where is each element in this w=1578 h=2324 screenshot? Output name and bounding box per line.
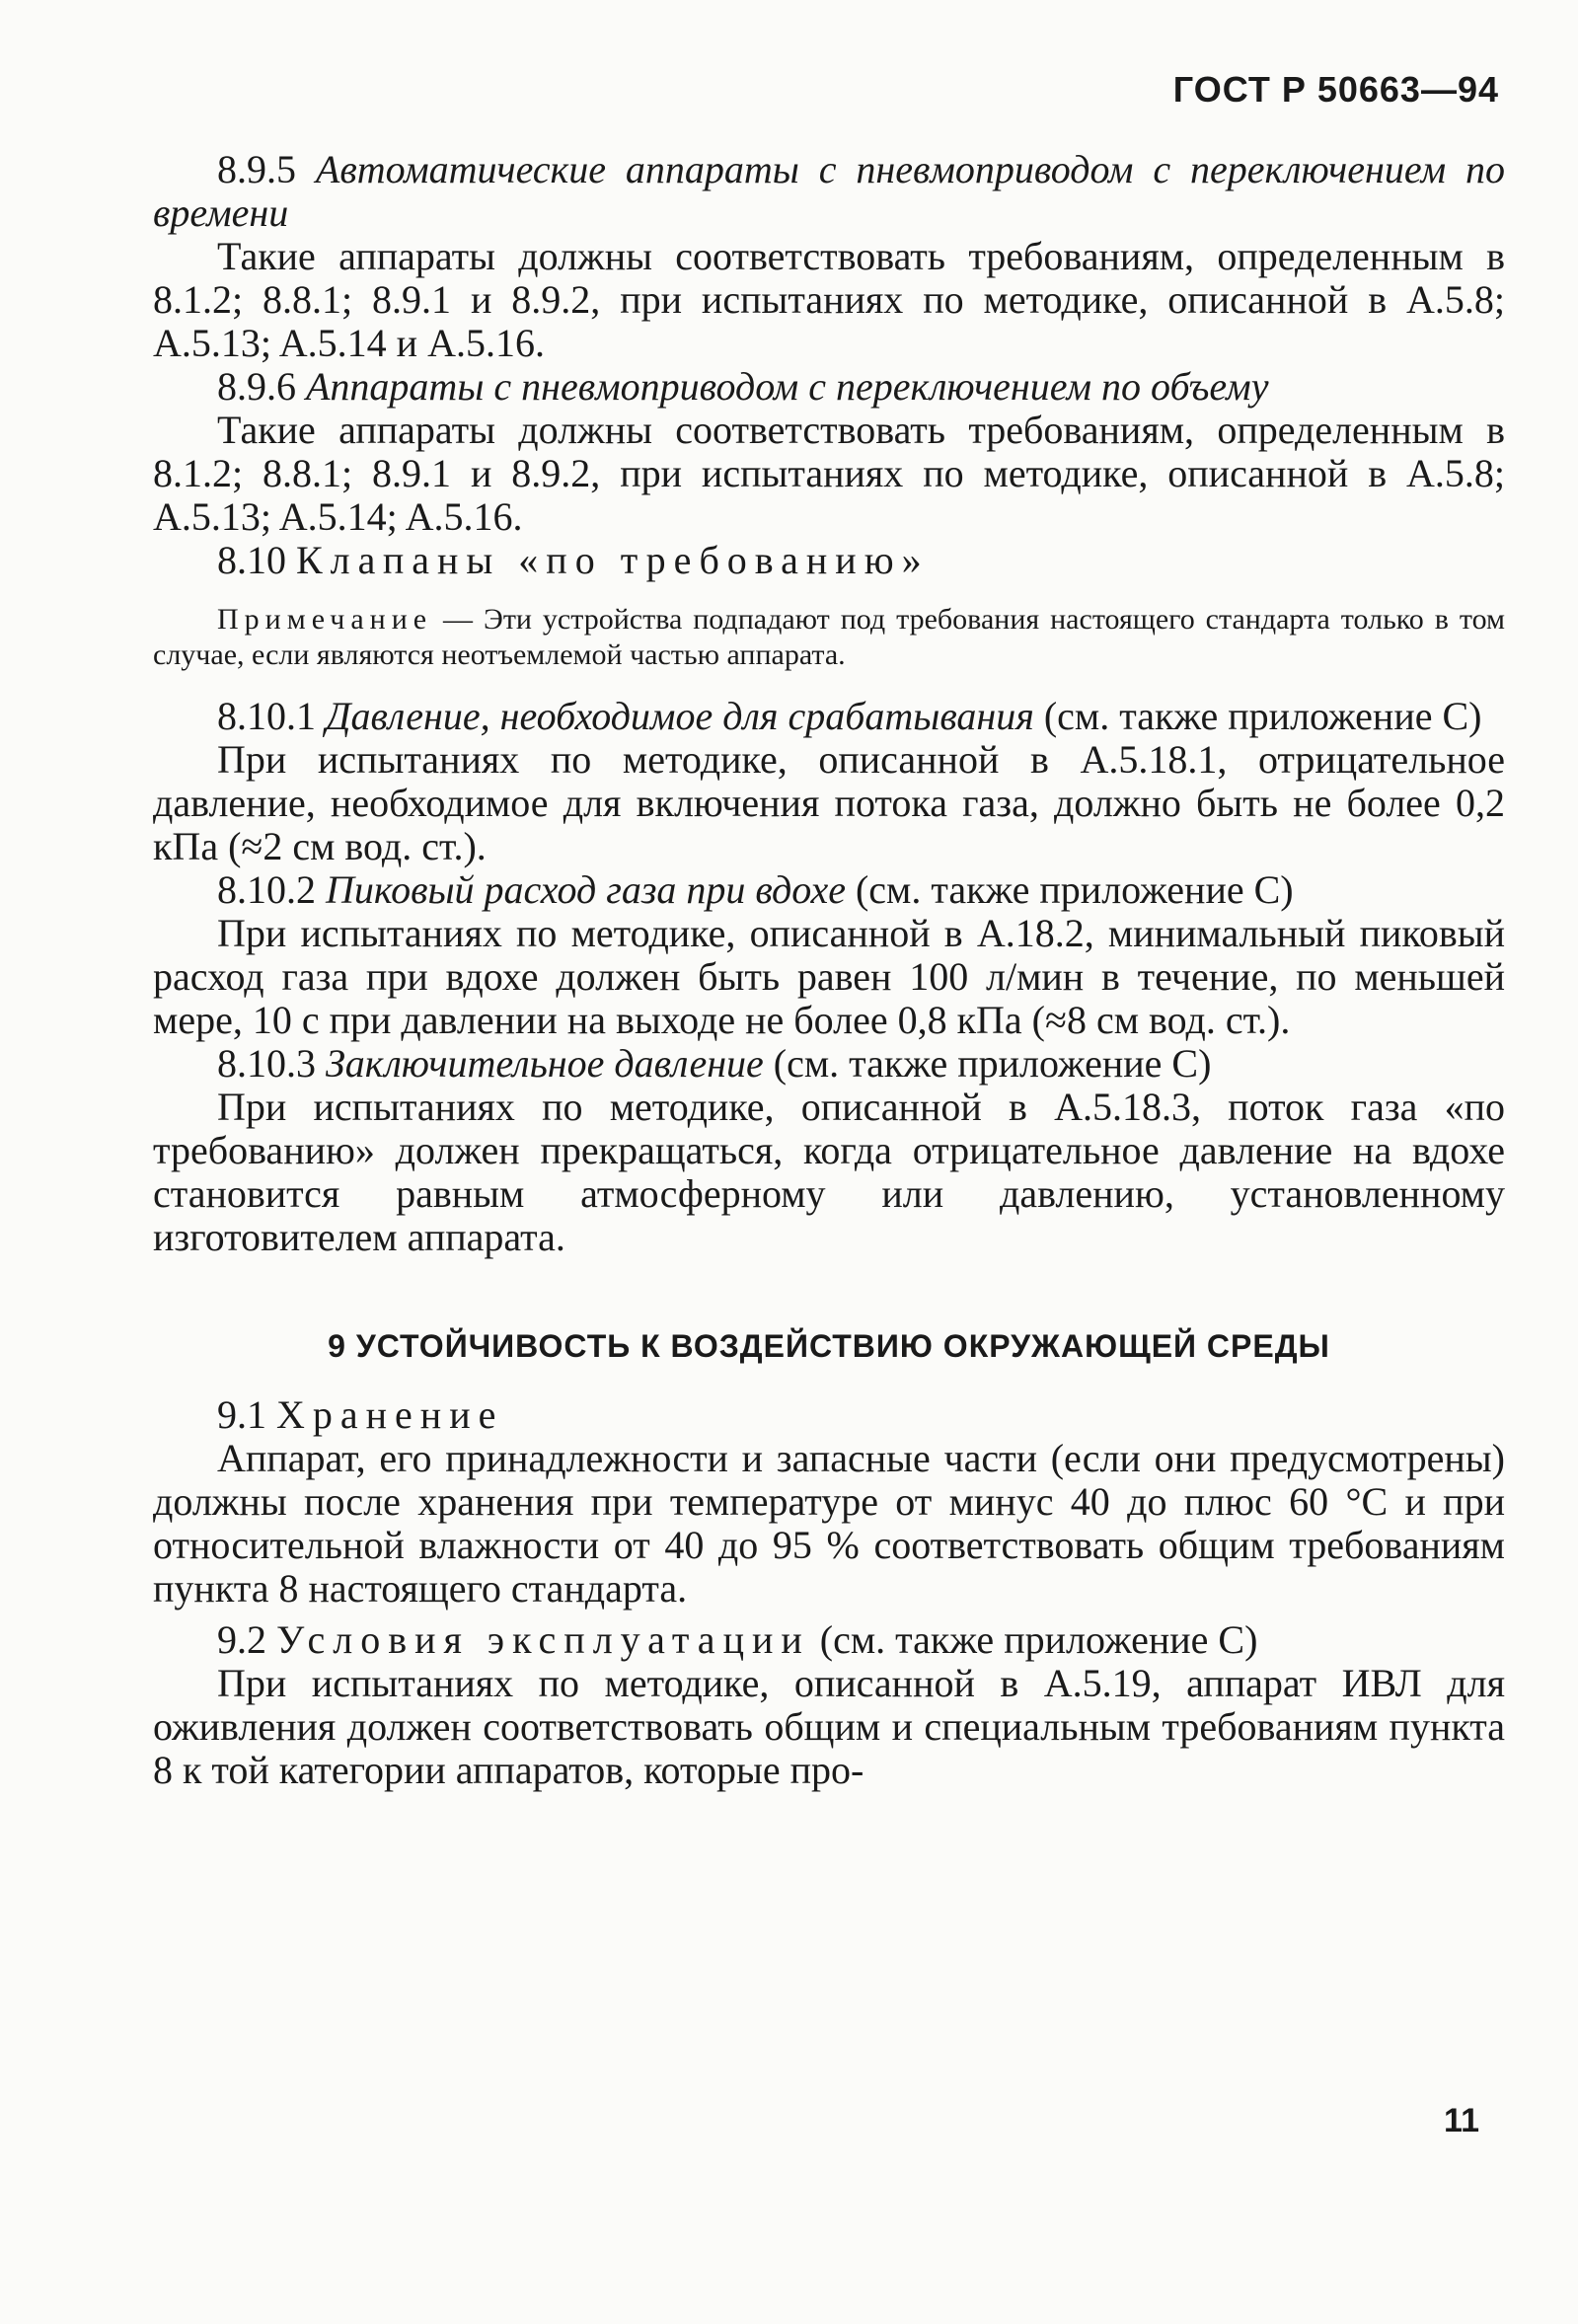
clause-number: 8.10 xyxy=(217,538,286,582)
clause-9-1-text: Аппарат, его принадлежности и запасные части (если они предусмотрены) должны после хранения при температуре от минус 40 до плюс 60 °С и при относительной влажности от 40 до 95 % соответствовать общим требованиям пункта 8 настоящего стандарта. xyxy=(153,1436,1505,1611)
clause-title: Пиковый расход газа при вдохе xyxy=(326,867,846,912)
clause-number: 9.2 xyxy=(217,1617,266,1662)
clause-title: Давление, необходимое для срабатывания xyxy=(326,694,1034,738)
clause-number: 9.1 xyxy=(217,1392,266,1437)
clause-9-2-heading xyxy=(153,1618,1505,1662)
clause-number: 8.9.6 xyxy=(217,364,296,409)
clause-suffix: (см. также приложение С) xyxy=(809,1617,1258,1662)
clause-8-10-3-text: При испытаниях по методике, описанной в A.5.18.3, поток газа «по требованию» должен прекращаться, когда отрицательное давление на вдохе становится равным атмосферному или давлению, установленному изготовителем аппарата. xyxy=(153,1085,1505,1259)
note-label: Примечание xyxy=(217,603,433,636)
clause-number: 8.10.1 xyxy=(217,694,316,738)
clause-8-10-heading xyxy=(153,539,1505,582)
note xyxy=(153,602,1505,673)
clause-8-9-6-text: Такие аппараты должны соответствовать требованиям, определенным в 8.1.2; 8.8.1; 8.9.1 и 8.9.2, при испытаниях по методике, описанной в A.5.8; A.5.13; A.5.14; A.5.16. xyxy=(153,408,1505,539)
clause-8-10-2-text: При испытаниях по методике, описанной в A.18.2, минимальный пиковый расход газа при вдохе должен быть равен 100 л/мин в течение, по меньшей мере, 10 с при давлении на выходе не более 0,8 кПа (≈8 см вод. ст.). xyxy=(153,911,1505,1042)
section-9-title: 9 УСТОЙЧИВОСТЬ К ВОЗДЕЙСТВИЮ ОКРУЖАЮЩЕЙ СРЕДЫ xyxy=(328,1328,1330,1364)
note-text: — Эти устройства подпадают под требования настоящего стандарта только в том случае, если являются неотъемлемой частью аппарата. xyxy=(153,603,1505,671)
clause-title: Заключительное давление xyxy=(326,1041,764,1086)
clause-number: 8.10.3 xyxy=(217,1041,316,1086)
clause-title: Клапаны «по требованию» xyxy=(296,538,930,582)
clause-8-10-1-text: При испытаниях по методике, описанной в A.5.18.1, отрицательное давление, необходимое для включения потока газа, должно быть не более 0,2 кПа (≈2 см вод. ст.). xyxy=(153,737,1505,868)
clause-title: Аппараты с пневмоприводом с переключением по объему xyxy=(306,364,1269,409)
clause-8-10-3-heading xyxy=(153,1042,1505,1086)
clause-suffix: (см. также приложение С) xyxy=(1033,694,1482,738)
clause-title: Автоматические аппараты с пневмоприводом с переключением по времени xyxy=(153,147,1505,235)
clause-number: 8.9.5 xyxy=(217,147,296,191)
clause-8-10-2-heading xyxy=(153,868,1505,912)
clause-8-9-6-heading xyxy=(153,365,1505,409)
clause-title: Условия эксплуатации xyxy=(276,1617,810,1662)
clause-8-9-5-heading xyxy=(153,148,1505,235)
clause-9-2-text: При испытаниях по методике, описанной в A.5.19, аппарат ИВЛ для оживления должен соответствовать общим и специальным требованиям пункта 8 к той категории аппаратов, которые про- xyxy=(153,1661,1505,1792)
clause-9-1-heading xyxy=(153,1393,1505,1437)
clause-8-10-1-heading xyxy=(153,695,1505,738)
clause-number: 8.10.2 xyxy=(217,867,316,912)
document-body xyxy=(153,148,1505,1792)
page-number: 11 xyxy=(1444,2102,1479,2139)
standard-code: ГОСТ Р 50663—94 xyxy=(1172,69,1499,110)
clause-8-9-5-text: Такие аппараты должны соответствовать требованиям, определенным в 8.1.2; 8.8.1; 8.9.1 и 8.9.2, при испытаниях по методике, описанной в A.5.8; A.5.13; A.5.14 и A.5.16. xyxy=(153,234,1505,365)
clause-suffix: (см. также приложение С) xyxy=(763,1041,1212,1086)
clause-suffix: (см. также приложение С) xyxy=(845,867,1294,912)
clause-title: Хранение xyxy=(276,1392,504,1437)
